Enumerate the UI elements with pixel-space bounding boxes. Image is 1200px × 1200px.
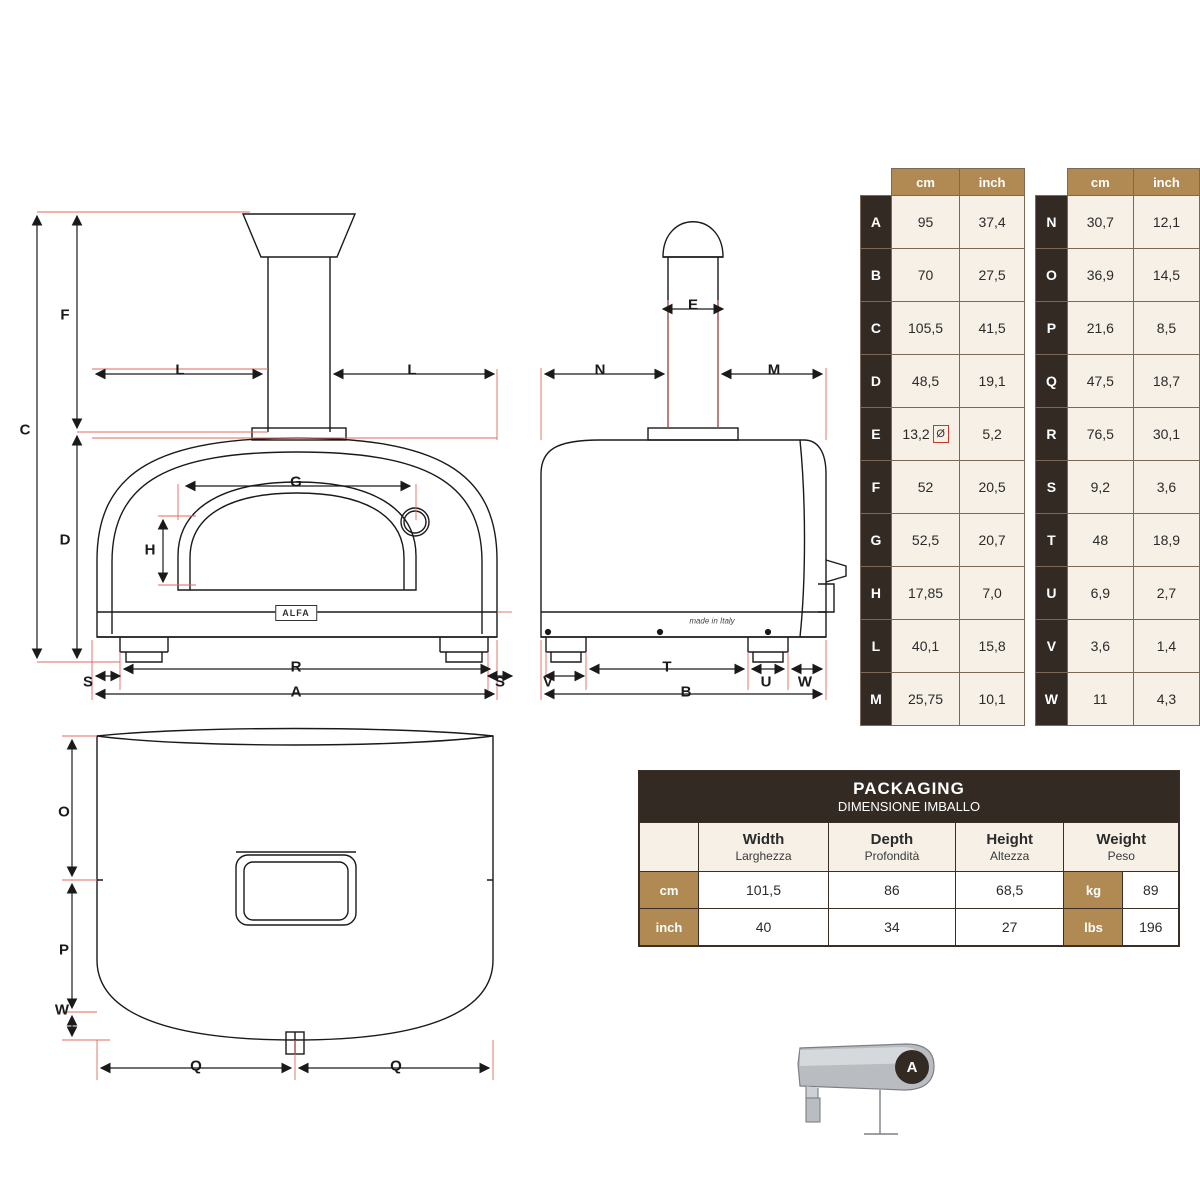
row-inch: 20,7 xyxy=(960,514,1025,567)
row-letter: C xyxy=(861,302,892,355)
table-row xyxy=(1036,620,1200,673)
row-weight-unit: lbs xyxy=(1064,909,1123,946)
row-inch: 27,5 xyxy=(960,249,1025,302)
row-inch: 20,5 xyxy=(960,461,1025,514)
packaging-col-weight xyxy=(1064,823,1179,872)
table-row xyxy=(861,196,1025,249)
front-label-G: G xyxy=(290,473,302,491)
row-inch: 30,1 xyxy=(1133,408,1199,461)
side-label-M: M xyxy=(767,361,781,379)
table-row xyxy=(1036,408,1200,461)
row-inch: 14,5 xyxy=(1133,249,1199,302)
row-width: 101,5 xyxy=(699,872,829,909)
packaging-col-depth xyxy=(828,823,955,872)
packaging-subtitle: DIMENSIONE IMBALLO xyxy=(837,799,981,814)
row-inch: 18,9 xyxy=(1133,514,1199,567)
table-row xyxy=(861,355,1025,408)
side-label-W: W xyxy=(797,673,813,691)
row-weight: 196 xyxy=(1123,909,1179,946)
row-height: 27 xyxy=(955,909,1064,946)
header-inch: inch xyxy=(960,169,1025,196)
front-label-C: C xyxy=(19,421,31,439)
table-row xyxy=(861,408,1025,461)
row-letter: R xyxy=(1036,408,1068,461)
table-row xyxy=(861,302,1025,355)
row-inch: 3,6 xyxy=(1133,461,1199,514)
row-inch: 18,7 xyxy=(1133,355,1199,408)
table-row xyxy=(861,461,1025,514)
top-label-O: O xyxy=(58,803,70,821)
packaging-corner xyxy=(640,823,699,872)
row-depth: 86 xyxy=(828,872,955,909)
row-cm: 11 xyxy=(1067,673,1133,726)
table-corner xyxy=(861,169,892,196)
row-cm: 25,75 xyxy=(891,673,959,726)
row-letter: B xyxy=(861,249,892,302)
row-letter: S xyxy=(1036,461,1068,514)
row-cm: 36,9 xyxy=(1067,249,1133,302)
header-inch: inch xyxy=(1133,169,1199,196)
side-label-B: B xyxy=(680,683,692,701)
col-label-it: Altezza xyxy=(990,848,1030,863)
dimension-table-left xyxy=(860,168,1025,726)
diameter-icon: Ø xyxy=(933,425,949,443)
row-cm xyxy=(891,408,959,461)
row-inch: 4,3 xyxy=(1133,673,1199,726)
front-extension-lines xyxy=(37,212,512,700)
row-inch: 1,4 xyxy=(1133,620,1199,673)
row-inch: 8,5 xyxy=(1133,302,1199,355)
row-weight: 89 xyxy=(1123,872,1179,909)
row-letter: A xyxy=(861,196,892,249)
oven-brand-logo: ALFA xyxy=(275,605,317,621)
row-letter: D xyxy=(861,355,892,408)
table-row xyxy=(861,620,1025,673)
row-cm-value: 13,2 xyxy=(902,426,930,442)
table-row xyxy=(1036,567,1200,620)
row-letter: P xyxy=(1036,302,1068,355)
side-label-T: T xyxy=(662,658,672,676)
row-height: 68,5 xyxy=(955,872,1064,909)
burner-badge-A: A xyxy=(895,1050,929,1084)
table-row xyxy=(1036,461,1200,514)
side-label-N: N xyxy=(594,361,606,379)
row-cm: 95 xyxy=(891,196,959,249)
col-label-it: Larghezza xyxy=(735,848,792,863)
table-row xyxy=(861,514,1025,567)
row-cm: 52,5 xyxy=(891,514,959,567)
front-label-S-right: S xyxy=(494,673,506,691)
packaging-row-cm xyxy=(640,872,1179,909)
row-inch: 12,1 xyxy=(1133,196,1199,249)
top-dimension-arrows xyxy=(72,740,489,1068)
top-view-geometry xyxy=(97,729,493,1055)
table-row xyxy=(1036,302,1200,355)
side-dimension-arrows xyxy=(542,309,822,694)
row-cm: 48,5 xyxy=(891,355,959,408)
row-cm: 17,85 xyxy=(891,567,959,620)
row-unit: cm xyxy=(640,872,699,909)
row-letter: Q xyxy=(1036,355,1068,408)
front-label-S-left: S xyxy=(82,673,94,691)
row-letter: M xyxy=(861,673,892,726)
row-letter: U xyxy=(1036,567,1068,620)
row-weight-unit: kg xyxy=(1064,872,1123,909)
side-label-U: U xyxy=(760,673,772,691)
row-inch: 15,8 xyxy=(960,620,1025,673)
top-label-Q-left: Q xyxy=(190,1057,202,1075)
row-inch: 37,4 xyxy=(960,196,1025,249)
front-label-F: F xyxy=(60,306,70,324)
col-label-en: Depth xyxy=(870,830,914,848)
row-cm: 70 xyxy=(891,249,959,302)
col-label-it: Peso xyxy=(1107,848,1135,863)
side-label-V: V xyxy=(542,673,554,691)
top-label-P: P xyxy=(58,941,70,959)
row-letter: L xyxy=(861,620,892,673)
col-label-en: Height xyxy=(986,830,1034,848)
table-corner xyxy=(1036,169,1068,196)
table-row xyxy=(861,249,1025,302)
packaging-title: PACKAGING xyxy=(853,779,965,798)
side-label-E: E xyxy=(687,296,699,314)
table-row xyxy=(1036,673,1200,726)
side-extension-lines xyxy=(541,300,826,700)
row-letter: F xyxy=(861,461,892,514)
row-letter: W xyxy=(1036,673,1068,726)
row-cm: 9,2 xyxy=(1067,461,1133,514)
top-extension-lines xyxy=(62,736,493,1080)
row-cm: 30,7 xyxy=(1067,196,1133,249)
row-inch: 10,1 xyxy=(960,673,1025,726)
packaging-title-bar xyxy=(639,771,1179,822)
row-cm: 48 xyxy=(1067,514,1133,567)
row-inch: 2,7 xyxy=(1133,567,1199,620)
packaging-grid xyxy=(639,822,1179,946)
front-label-A: A xyxy=(290,683,302,701)
row-letter: O xyxy=(1036,249,1068,302)
col-label-en: Width xyxy=(742,830,785,848)
front-dimension-arrows xyxy=(37,216,512,694)
header-cm: cm xyxy=(891,169,959,196)
row-depth: 34 xyxy=(828,909,955,946)
table-row xyxy=(1036,196,1200,249)
made-in-italy-text: made in Italy xyxy=(689,616,735,626)
packaging-table xyxy=(638,770,1180,947)
row-inch: 5,2 xyxy=(960,408,1025,461)
front-label-R: R xyxy=(290,658,302,676)
table-row xyxy=(1036,514,1200,567)
table-row xyxy=(861,567,1025,620)
row-letter: E xyxy=(861,408,892,461)
row-inch: 41,5 xyxy=(960,302,1025,355)
row-cm: 6,9 xyxy=(1067,567,1133,620)
front-label-H: H xyxy=(144,541,156,559)
row-width: 40 xyxy=(699,909,829,946)
row-inch: 7,0 xyxy=(960,567,1025,620)
front-label-L-right: L xyxy=(407,361,417,379)
top-label-W: W xyxy=(54,1001,70,1019)
row-cm: 52 xyxy=(891,461,959,514)
row-letter: G xyxy=(861,514,892,567)
front-label-L-left: L xyxy=(175,361,185,379)
side-view-geometry xyxy=(541,222,846,662)
dimension-tables xyxy=(860,168,1200,726)
front-label-D: D xyxy=(59,531,71,549)
row-cm: 21,6 xyxy=(1067,302,1133,355)
row-cm: 76,5 xyxy=(1067,408,1133,461)
table-row xyxy=(1036,249,1200,302)
row-cm: 47,5 xyxy=(1067,355,1133,408)
row-cm: 40,1 xyxy=(891,620,959,673)
table-row xyxy=(1036,355,1200,408)
top-label-Q-right: Q xyxy=(390,1057,402,1075)
packaging-col-height xyxy=(955,823,1064,872)
row-inch: 19,1 xyxy=(960,355,1025,408)
packaging-col-width xyxy=(699,823,829,872)
row-letter: H xyxy=(861,567,892,620)
col-label-it: Profondità xyxy=(864,848,920,863)
col-label-en: Weight xyxy=(1096,830,1147,848)
row-cm: 3,6 xyxy=(1067,620,1133,673)
header-cm: cm xyxy=(1067,169,1133,196)
dimension-table-right xyxy=(1035,168,1200,726)
row-unit: inch xyxy=(640,909,699,946)
row-letter: T xyxy=(1036,514,1068,567)
row-letter: V xyxy=(1036,620,1068,673)
row-letter: N xyxy=(1036,196,1068,249)
table-row xyxy=(861,673,1025,726)
row-cm: 105,5 xyxy=(891,302,959,355)
packaging-row-inch xyxy=(640,909,1179,946)
